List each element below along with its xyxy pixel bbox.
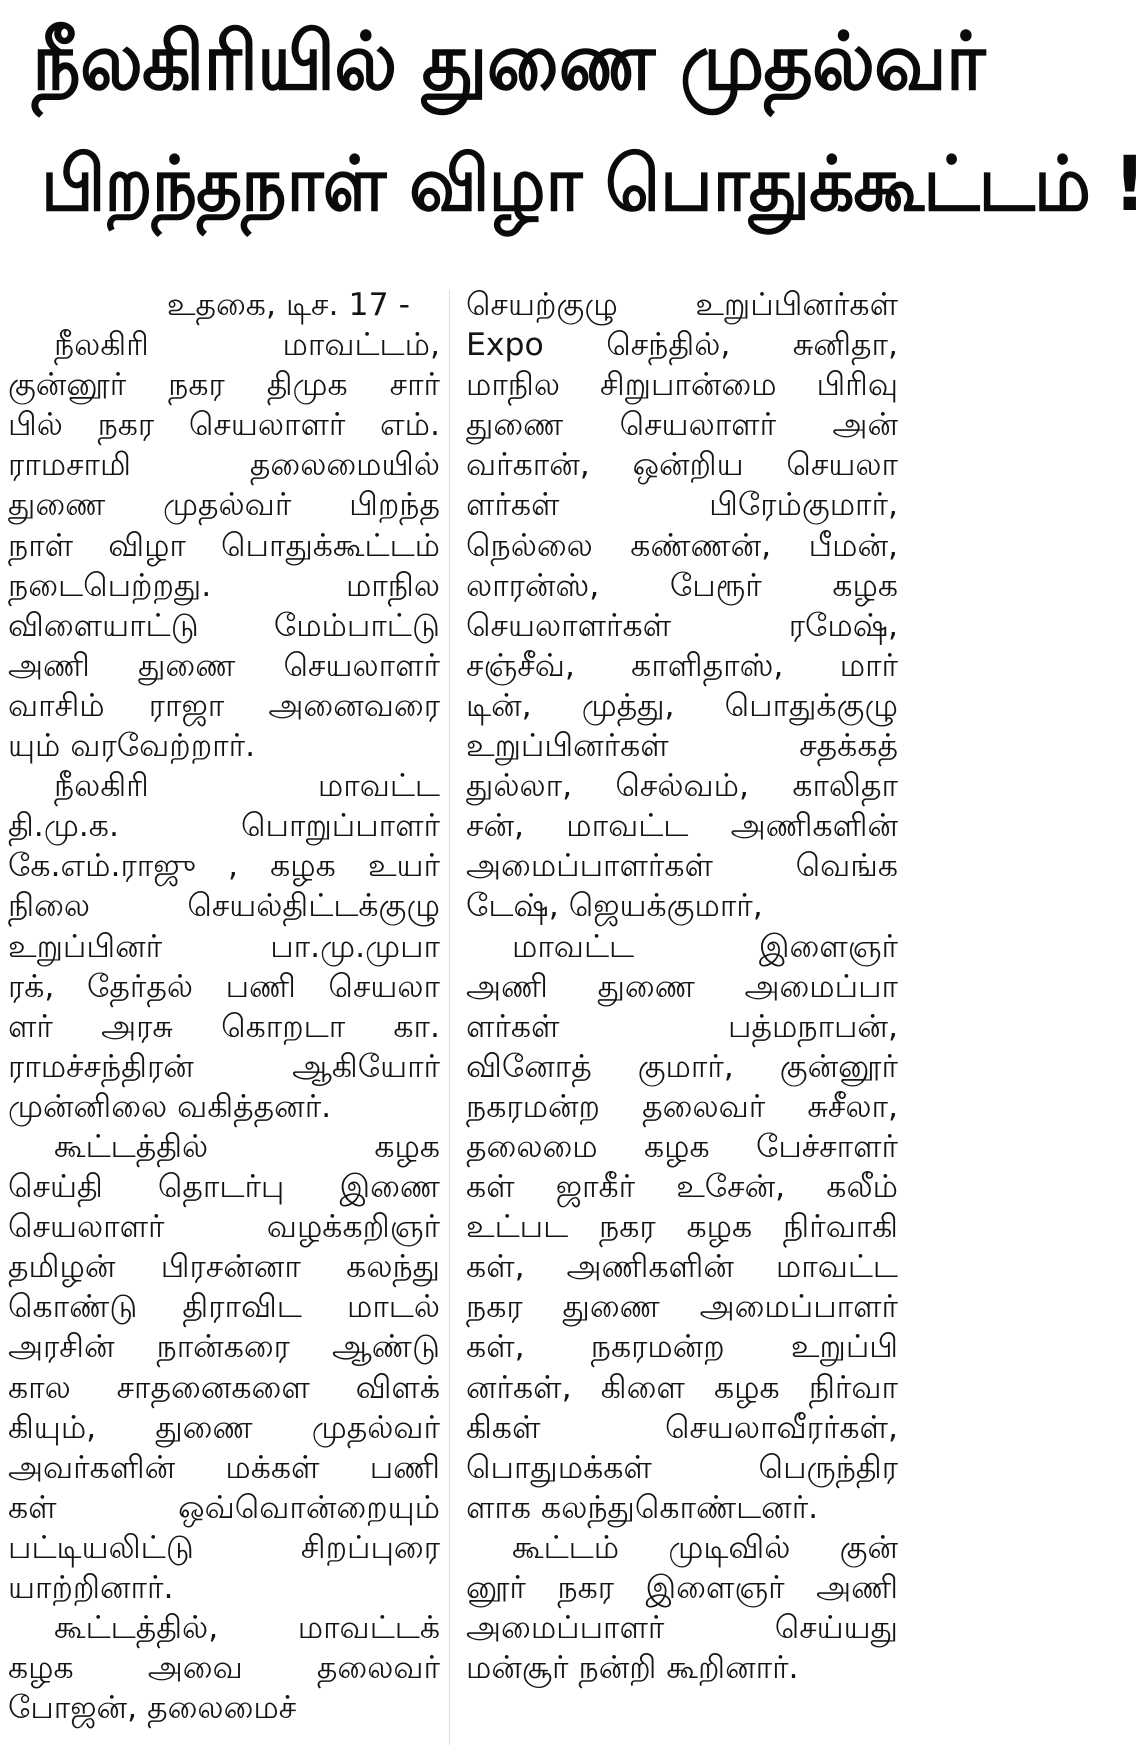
article-line: மன்சூர் நன்றி கூறினார். [466, 1650, 799, 1687]
article-line: கிகள் செயலாவீரர்கள், [466, 1409, 898, 1446]
article-line: நகரமன்ற தலைவர் சுசீலா, [466, 1088, 898, 1125]
article-column-right [466, 285, 898, 1688]
article-line: ராமச்சந்திரன் ஆகியோர் [8, 1048, 440, 1085]
article-line: துல்லா, செல்வம், காலிதா [466, 768, 898, 805]
article-line: துணை செயலாளர் அன் [466, 407, 898, 444]
article-line: யும் வரவேற்றார். [8, 728, 256, 765]
article-line: டின், முத்து, பொதுக்குழு [466, 687, 898, 724]
article-line: Expo செந்தில், சுனிதா, [466, 327, 898, 364]
article-line: அணி துணை அமைப்பா [466, 968, 898, 1005]
article-line: வினோத் குமார், குன்னூர் [466, 1048, 898, 1085]
article-column-left [8, 285, 440, 1728]
article-line: கள், அணிகளின் மாவட்ட [466, 1249, 898, 1286]
article-line: துணை முதல்வர் பிறந்த [8, 487, 440, 524]
article-line: நடைபெற்றது. மாநில [8, 567, 440, 604]
article-line: ளர் அரசு கொறடா கா. [8, 1008, 440, 1045]
column-divider [449, 290, 450, 1745]
article-line: உதகை, டிச. 17 - [166, 287, 410, 323]
article-line: நெல்லை கண்ணன், பீமன், [466, 527, 898, 564]
article-line: கியும், துணை முதல்வர் [8, 1409, 440, 1446]
article-line: ரக், தேர்தல் பணி செயலா [8, 968, 440, 1005]
article-line: ளாக கலந்துகொண்டனர். [466, 1489, 819, 1526]
article-line: போஜன், தலைமைச் [8, 1690, 297, 1727]
article-line: ளர்கள் பத்மநாபன், [466, 1008, 898, 1045]
article-line: நீலகிரி மாவட்ட [54, 768, 440, 805]
article-line: கொண்டு திராவிட மாடல் [8, 1289, 440, 1326]
article-line: கூட்டத்தில் கழக [54, 1128, 440, 1165]
article-line: வாசிம் ராஜா அனைவரை [8, 687, 440, 724]
article-line: நாள் விழா பொதுக்கூட்டம் [8, 527, 440, 564]
article-line: சன், மாவட்ட அணிகளின் [466, 808, 898, 845]
article-line: கள் ஒவ்வொன்றையும் [8, 1489, 440, 1526]
article-line: ளர்கள் பிரேம்குமார், [466, 487, 898, 524]
article-line: டேஷ், ஜெயக்குமார், [466, 888, 763, 925]
article-line: அமைப்பாளர் செய்யது [466, 1610, 898, 1647]
headline-line-2: பிறந்தநாள் விழா பொதுக்கூட்டம் ! [41, 139, 1145, 228]
article-line: சஞ்சீவ், காளிதாஸ், மார் [466, 647, 898, 684]
article-line: செய்தி தொடர்பு இணை [8, 1169, 440, 1206]
article-line: அரசின் நான்கரை ஆண்டு [8, 1329, 440, 1366]
article-line: நகர துணை அமைப்பாளர் [466, 1289, 898, 1326]
article-line: தி.மு.க. பொறுப்பாளர் [8, 808, 440, 845]
article-line: கழக அவை தலைவர் [8, 1650, 440, 1687]
article-line: பட்டியலிட்டு சிறப்புரை [8, 1529, 440, 1566]
article-line: ராமசாமி தலைமையில் [8, 447, 440, 484]
article-line: லாரன்ஸ், பேரூர் கழக [466, 567, 898, 604]
article-line: மாநில சிறுபான்மை பிரிவு [466, 367, 898, 404]
article-line: பொதுமக்கள் பெருந்திர [466, 1449, 898, 1486]
article-line: வர்கான், ஒன்றிய செயலா [466, 447, 898, 484]
article-line: கள் ஜாகீர் உசேன், கலீம் [466, 1169, 898, 1206]
article-line: தமிழன் பிரசன்னா கலந்து [8, 1249, 440, 1286]
article-line: அமைப்பாளர்கள் வெங்க [466, 848, 898, 885]
article-line: அணி துணை செயலாளர் [8, 647, 440, 684]
article-line: செயற்குழு உறுப்பினர்கள் [466, 287, 898, 323]
article-line: பில் நகர செயலாளர் எம். [8, 407, 440, 444]
article-line: கூட்டத்தில், மாவட்டக் [54, 1610, 440, 1647]
article-line: னூர் நகர இளைஞர் அணி [466, 1570, 898, 1606]
article-line: கள், நகரமன்ற உறுப்பி [466, 1329, 898, 1366]
article-line: அவர்களின் மக்கள் பணி [8, 1449, 440, 1486]
article-line: னர்கள், கிளை கழக நிர்வா [466, 1369, 898, 1406]
article-line: உட்பட நகர கழக நிர்வாகி [466, 1209, 898, 1246]
article-line: விளையாட்டு மேம்பாட்டு [8, 607, 440, 644]
headline-line-1: நீலகிரியில் துணை முதல்வர் [32, 15, 985, 108]
article-line: செயலாளர் வழக்கறிஞர் [8, 1209, 440, 1246]
article-line: குன்னூர் நகர திமுக சார் [8, 367, 440, 404]
article-line: தலைமை கழக பேச்சாளர் [466, 1128, 898, 1165]
article-line: செயலாளர்கள் ரமேஷ், [466, 607, 898, 644]
article-line: யாற்றினார். [8, 1570, 174, 1606]
article-line: கூட்டம் முடிவில் குன் [512, 1529, 898, 1566]
article-line: நீலகிரி மாவட்டம், [54, 327, 440, 364]
article-line: கால சாதனைகளை விளக் [8, 1369, 440, 1406]
article-line: மாவட்ட இளைஞர் [512, 928, 898, 965]
article-line: கே.எம்.ராஜு , கழக உயர் [8, 848, 440, 885]
article-line: நிலை செயல்திட்டக்குழு [8, 888, 440, 925]
article-line: முன்னிலை வகித்தனர். [8, 1088, 332, 1125]
article-line: உறுப்பினர்கள் சதக்கத் [466, 728, 898, 765]
article-line: உறுப்பினர் பா.மு.முபா [8, 928, 440, 965]
